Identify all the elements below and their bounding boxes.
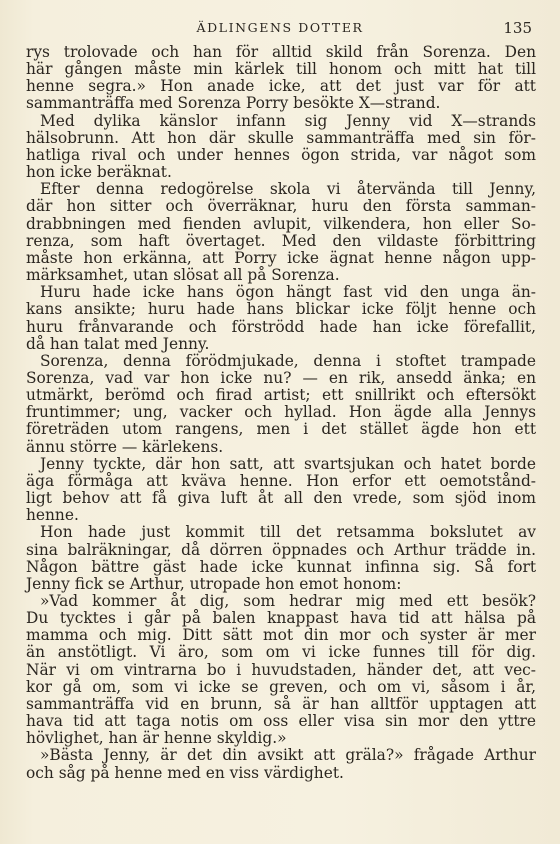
body-text bbox=[26, 44, 536, 782]
text-line: och såg på henne med en viss värdighet. bbox=[26, 763, 344, 782]
text-line: måste hon erkänna, att Porry icke ägnat henne någon upp- bbox=[26, 248, 536, 267]
text-line: Hon hade just kommit till det retsamma bokslutet av bbox=[40, 523, 536, 542]
text-line: drabbningen med fienden avlupit, vilkendera, hon eller So- bbox=[26, 214, 536, 233]
text-line: fruntimmer; ung, vacker och hyllad. Hon ägde alla Jennys bbox=[26, 403, 536, 422]
text-line: Efter denna redogörelse skola vi återvända till Jenny, bbox=[40, 180, 536, 199]
text-line: Jenny tyckte, där hon satt, att svartsjukan och hatet borde bbox=[40, 454, 536, 473]
text-line: När vi om vintrarna bo i huvudstaden, händer det, att vec- bbox=[26, 660, 536, 679]
text-line: märksamhet, utan slösat all på Sorenza. bbox=[26, 266, 340, 285]
text-line: där hon sitter och överräknar, huru den första samman- bbox=[26, 197, 536, 216]
text-line: Du tycktes i går på balen knappast hava tid att hälsa på bbox=[26, 609, 536, 628]
text-line: Jenny fick se Arthur, utropade hon emot honom: bbox=[26, 574, 402, 593]
text-line: kor gå om, som vi icke se greven, och om vi, såsom i år, bbox=[26, 677, 536, 696]
page-number: 135 bbox=[503, 19, 532, 37]
text-line: Någon bättre gäst hade icke kunnat infinna sig. Så fort bbox=[26, 557, 536, 576]
text-line: äga förmåga att kväva henne. Hon erfor ett oemotstånd- bbox=[26, 471, 536, 490]
text-line: mamma och mig. Ditt sätt mot din mor och syster är mer bbox=[26, 626, 536, 645]
text-line: än anstötligt. Vi äro, som om vi icke funnes till för dig. bbox=[26, 643, 536, 662]
text-line: sammanträffa vid en brunn, så är han alltför upptagen att bbox=[26, 694, 536, 713]
text-line: hälsobrunn. Att hon där skulle sammanträffa med sin för- bbox=[26, 128, 536, 147]
text-line: då han talat med Jenny. bbox=[26, 334, 210, 353]
text-line: Med dylika känslor infann sig Jenny vid X—strands bbox=[40, 111, 536, 130]
text-line: rys trolovade och han för alltid skild från Sorenza. Den bbox=[26, 43, 536, 61]
text-line: Huru hade icke hans ögon hängt fast vid den unga än- bbox=[40, 283, 536, 302]
text-line: sina balräkningar, då dörren öppnades och Arthur trädde in. bbox=[26, 540, 536, 559]
text-line: utmärkt, berömd och firad artist; ett snillrikt och eftersökt bbox=[26, 386, 536, 405]
text-line: kans ansikte; huru hade hans blickar icke följt henne och bbox=[26, 300, 536, 319]
text-line: Sorenza, vad var hon icke nu? — en rik, ansedd änka; en bbox=[26, 368, 536, 387]
text-line: hava tid att taga notis om oss eller visa sin mor den yttre bbox=[26, 712, 536, 731]
text-line: ännu större — kärlekens. bbox=[26, 437, 224, 456]
text-line: hon icke beräknat. bbox=[26, 163, 172, 182]
text-line: henne segra.» Hon anade icke, att det just var för att bbox=[26, 77, 536, 96]
text-line: renza, som haft övertaget. Med den vildaste förbittring bbox=[26, 231, 536, 250]
text-line: huru frånvarande och förströdd hade han icke förefallit, bbox=[26, 317, 536, 336]
text-line: företräden utom rangens, men i det stället ägde hon ett bbox=[26, 420, 536, 439]
text-line: henne. bbox=[26, 506, 79, 525]
page-header bbox=[26, 20, 534, 40]
text-line: här gången måste min kärlek till honom och mitt hat till bbox=[26, 60, 536, 79]
text-line: ligt behov att få giva luft åt all den vrede, som sjöd inom bbox=[26, 489, 536, 508]
text-line: hatliga rival och under hennes ögon strida, var något som bbox=[26, 145, 536, 164]
text-line: hövlighet, han är henne skyldig.» bbox=[26, 729, 287, 748]
text-line: sammanträffa med Sorenza Porry besökte X—strand. bbox=[26, 94, 441, 113]
text-line: »Vad kommer åt dig, som hedrar mig med ett besök? bbox=[40, 592, 536, 610]
text-line: Sorenza, denna förödmjukade, denna i stoftet trampade bbox=[40, 351, 536, 370]
running-head: ÄDLINGENS DOTTER bbox=[196, 20, 364, 35]
text-line: »Bästa Jenny, är det din avsikt att gräla?» frågade Arthur bbox=[40, 746, 536, 765]
